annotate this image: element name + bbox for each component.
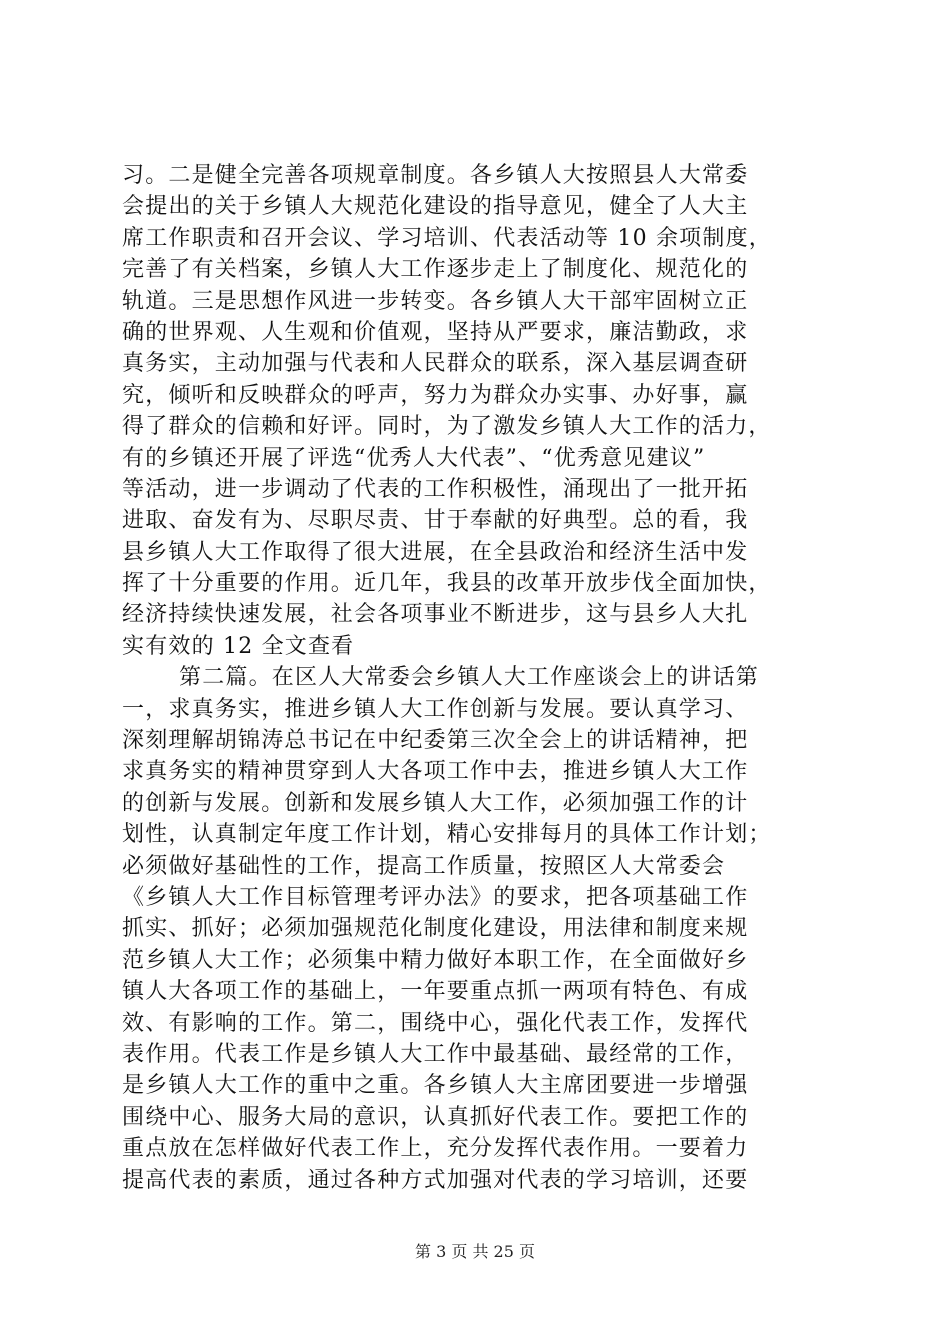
paragraph-start-line: 第二篇。在区人大常委会乡镇人大工作座谈会上的讲话第	[179, 665, 760, 691]
text-line: 席工作职责和召开会议、学习培训、代表活动等 10 余项制度，	[122, 225, 772, 251]
text-line: 实有效的 12 全文查看	[122, 633, 355, 659]
text-line: 划性，认真制定年度工作计划，精心安排每月的具体工作计划；	[122, 822, 772, 848]
text-line: 一，求真务实，推进乡镇人大工作创新与发展。要认真学习、	[122, 696, 749, 722]
text-line: 表作用。代表工作是乡镇人大工作中最基础、最经常的工作，	[122, 1041, 749, 1067]
text-line: 究，倾听和反映群众的呼声，努力为群众办实事、办好事，赢	[122, 382, 749, 408]
text-line: 《乡镇人大工作目标管理考评办法》的要求，把各项基础工作	[122, 884, 749, 910]
document-body	[122, 160, 834, 1196]
text-line: 会提出的关于乡镇人大规范化建设的指导意见，健全了人大主	[122, 194, 749, 220]
text-line: 必须做好基础性的工作，提高工作质量，按照区人大常委会	[122, 853, 726, 879]
text-line: 完善了有关档案，乡镇人大工作逐步走上了制度化、规范化的	[122, 257, 749, 283]
text-line: 的创新与发展。创新和发展乡镇人大工作，必须加强工作的计	[122, 790, 749, 816]
text-line: 确的世界观、人生观和价值观，坚持从严要求，廉洁勤政，求	[122, 319, 749, 345]
text-line: 提高代表的素质，通过各种方式加强对代表的学习培训，还要	[122, 1167, 749, 1193]
text-line: 得了群众的信赖和好评。同时，为了激发乡镇人大工作的活力，	[122, 414, 772, 440]
text-line: 习。二是健全完善各项规章制度。各乡镇人大按照县人大常委	[122, 163, 749, 188]
text-line: 等活动，进一步调动了代表的工作积极性，涌现出了一批开拓	[122, 476, 749, 502]
text-line: 经济持续快速发展，社会各项事业不断进步，这与县乡人大扎	[122, 602, 749, 628]
text-line: 镇人大各项工作的基础上，一年要重点抓一两项有特色、有成	[122, 979, 749, 1005]
text-line: 效、有影响的工作。第二，围绕中心，强化代表工作，发挥代	[122, 1010, 749, 1036]
text-line: 范乡镇人大工作；必须集中精力做好本职工作，在全面做好乡	[122, 947, 749, 973]
text-line: 有的乡镇还开展了评选“优秀人大代表”、“优秀意见建议”	[122, 445, 706, 471]
text-line: 真务实，主动加强与代表和人民群众的联系，深入基层调查研	[122, 351, 749, 377]
text-line: 求真务实的精神贯穿到人大各项工作中去，推进乡镇人大工作	[122, 759, 749, 785]
text-line: 是乡镇人大工作的重中之重。各乡镇人大主席团要进一步增强	[122, 1073, 749, 1099]
text-line: 进取、奋发有为、尽职尽责、甘于奉献的好典型。总的看，我	[122, 508, 749, 534]
text-line: 深刻理解胡锦涛总书记在中纪委第三次全会上的讲话精神，把	[122, 728, 749, 754]
text-line: 围绕中心、服务大局的意识，认真抓好代表工作。要把工作的	[122, 1104, 749, 1130]
text-line: 重点放在怎样做好代表工作上，充分发挥代表作用。一要着力	[122, 1136, 749, 1162]
text-line: 挥了十分重要的作用。近几年，我县的改革开放步伐全面加快，	[122, 571, 772, 597]
text-line: 县乡镇人大工作取得了很大进展，在全县政治和经济生活中发	[122, 539, 749, 565]
text-line: 抓实、抓好；必须加强规范化制度化建设，用法律和制度来规	[122, 916, 749, 942]
page-number-footer: 第 3 页 共 25 页	[415, 1242, 535, 1261]
text-line: 轨道。三是思想作风进一步转变。各乡镇人大干部牢固树立正	[122, 288, 749, 314]
